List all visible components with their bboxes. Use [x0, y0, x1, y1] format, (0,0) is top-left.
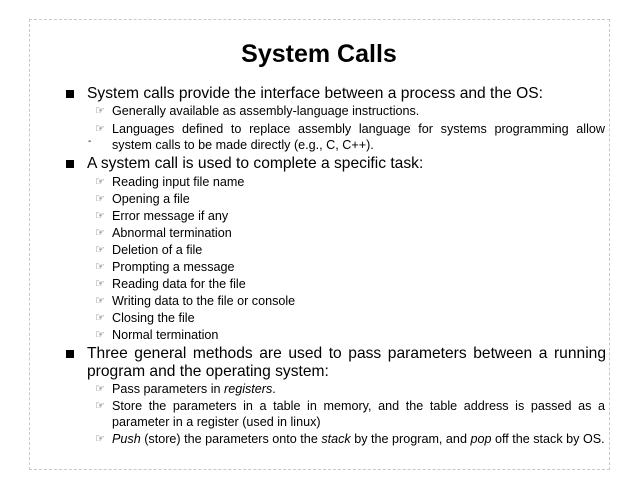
pointing-hand-icon: ☞	[95, 193, 105, 205]
pointing-hand-icon: ☞	[95, 123, 105, 135]
pointing-hand-icon: ☞	[95, 278, 105, 290]
bullet-text: Three general methods are used to pass parameters between a running program and the operating system:	[87, 345, 606, 380]
pointing-hand-icon: ☞	[95, 383, 105, 395]
pointing-hand-icon: ☞	[95, 261, 105, 273]
stray-mark: -	[88, 136, 92, 147]
pointing-hand-icon: ☞	[95, 105, 105, 117]
pointing-hand-icon: ☞	[95, 312, 105, 324]
square-bullet-icon	[66, 350, 74, 358]
sub-bullet-text: Reading input file name	[112, 175, 245, 189]
sub-bullet-text: Deletion of a file	[112, 243, 203, 257]
pointing-hand-icon: ☞	[95, 329, 105, 341]
pointing-hand-icon: ☞	[95, 227, 105, 239]
bullet-text: A system call is used to complete a specific task:	[87, 155, 424, 172]
sub-bullet-text: Push (store) the parameters onto the stack by the program, and pop off the stack by OS.	[112, 432, 605, 446]
sub-bullet-text: Languages defined to replace assembly language for systems programming allow system calls to be made directly (e.g., C, C++).	[112, 122, 605, 152]
sub-bullet-text: Abnormal termination	[112, 226, 232, 240]
pointing-hand-icon: ☞	[95, 295, 105, 307]
sub-bullet-text: Writing data to the file or console	[112, 294, 296, 308]
sub-bullet-text: Normal termination	[112, 328, 219, 342]
pointing-hand-icon: ☞	[95, 400, 105, 412]
bullet-text: System calls provide the interface between a process and the OS:	[87, 85, 543, 102]
square-bullet-icon	[66, 90, 74, 98]
page-title: System Calls	[241, 40, 397, 68]
sub-bullet-text: Pass parameters in registers.	[112, 382, 276, 396]
pointing-hand-icon: ☞	[95, 176, 105, 188]
sub-bullet-text: Error message if any	[112, 209, 229, 223]
sub-bullet-text: Opening a file	[112, 192, 190, 206]
sub-bullet-text: Reading data for the file	[112, 277, 246, 291]
sub-bullet-text: Closing the file	[112, 311, 195, 325]
sub-bullet-text: Store the parameters in a table in memory, and the table address is passed as a parameter in a register (used in linux)	[112, 399, 605, 429]
pointing-hand-icon: ☞	[95, 210, 105, 222]
square-bullet-icon	[66, 160, 74, 168]
sub-bullet-text: Generally available as assembly-language instructions.	[112, 104, 420, 118]
pointing-hand-icon: ☞	[95, 433, 105, 445]
sub-bullet-text: Prompting a message	[112, 260, 235, 274]
pointing-hand-icon: ☞	[95, 244, 105, 256]
